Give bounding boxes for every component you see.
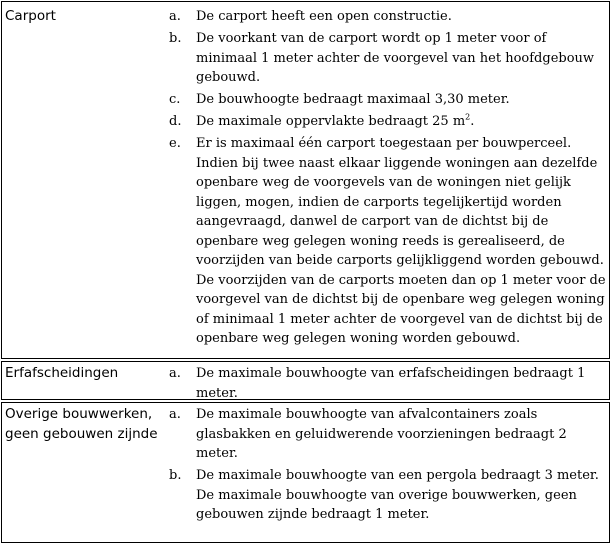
item-letter: a.	[169, 9, 181, 24]
item-letter: e.	[169, 136, 181, 151]
item-text-block	[196, 134, 608, 349]
item-text: De maximale oppervlakte bedraagt 25 m	[196, 114, 466, 129]
item-letter: b.	[169, 31, 182, 46]
item-text-continuation: De maximale bouwhoogte van overige bouwwerken, geen gebouwen zijnde bedraagt 1 meter.	[196, 487, 577, 522]
item-letter: d.	[169, 114, 182, 129]
item-text-block	[196, 466, 608, 525]
item-text: De carport heeft een open constructie.	[196, 9, 452, 24]
item-text-continuation: Indien bij twee naast elkaar liggende woningen aan dezelfde openbare weg de voorgevels van de woningen niet gelijk liggen, mogen, indien de carports tegelijkertijd worden aangevraagd, danwel de carport van de dichtst bij de openbare weg gelegen woning reeds is gerealiseerd, de voorzijden van beide carports gelijkliggend worden gebouwd. De voorzijden van de carports moeten dan op 1 meter voor de voorgevel van de dichtst bij de openbare weg gelegen woning of minimaal 1 meter achter de voorgevel van de dichtst bij de openbare weg gelegen woning worden gebouwd.	[196, 155, 606, 346]
item-text: De maximale bouwhoogte van afvalcontainers zoals glasbakken en geluidwerende voorzieningen bedraagt 2 meter.	[196, 407, 567, 461]
item-text: De maximale bouwhoogte van een pergola bedraagt 3 meter.	[196, 468, 599, 483]
section-overige-bouwwerken	[1, 402, 610, 543]
category-label: Erfafscheidingen	[5, 365, 119, 381]
item-text: De voorkant van de carport wordt op 1 meter voor of minimaal 1 meter achter de voorgevel van het hoofdgebouw gebouwd.	[196, 31, 595, 85]
superscript: 2	[465, 112, 471, 122]
item-text: De maximale bouwhoogte van erfafscheidingen bedraagt 1 meter.	[196, 366, 586, 401]
section-carport	[1, 1, 610, 359]
item-text-suffix: .	[470, 114, 475, 129]
item-letter: a.	[169, 366, 181, 381]
category-label: Carport	[5, 8, 56, 24]
section-erfafscheidingen	[1, 361, 610, 400]
item-text: Er is maximaal één carport toegestaan per bouwperceel.	[196, 136, 572, 151]
item-text: De bouwhoogte bedraagt maximaal 3,30 meter.	[196, 92, 510, 107]
item-letter: c.	[169, 92, 181, 107]
item-text-with-superscript	[196, 112, 608, 132]
item-letter: b.	[169, 468, 182, 483]
category-label: Overige bouwwerken, geen gebouwen zijnde	[5, 406, 158, 442]
item-letter: a.	[169, 407, 181, 422]
